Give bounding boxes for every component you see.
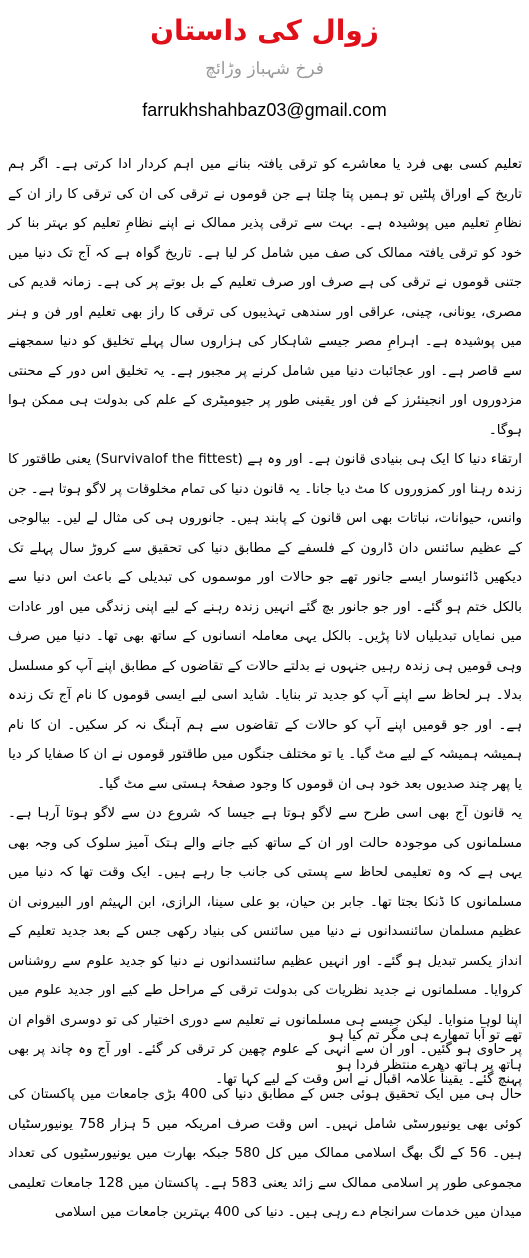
paragraph-2: ارتقاء دنیا کا ایک ہی بنیادی قانون ہے۔ اور وہ ہے (Survivalof the fittest) یعنی طاقتور کا زندہ رہنا اور کمزوروں کا مٹ دیا جانا۔ یہ قانون دنیا کی تمام مخلوقات پر لاگو ہوتا ہے۔ جن وانس، حیوانات، نباتات بھی اس قانون کے پابند ہیں۔ جانوروں ہی کی مثال لے لیں۔ بیالوجی کے عظیم سائنس دان ڈارون کے فلسفے کے مطابق دنیا کی تحقیق سے کروڑ سال پہلے تک دیکھیں ڈائنوسار ایسے جانور تھے جو حالات اور موسموں کی تبدیلی کے باعث اس دنیا سے بالکل ختم ہو گئے۔ اور جو جانور بچ گئے انہیں زندہ رہنے کے لیے اپنی زندگی میں اور عادات میں نمایاں تبدیلیاں لانا پڑیں۔ بالکل یہی معاملہ انسانوں کے ساتھ بھی تھا۔ دنیا میں صرف وہی قومیں ہی زندہ رہیں جنہوں نے بدلتے حالات کے تقاضوں کے مطابق اپنے آپ کو مسلسل بدلا۔ ہر لحاظ سے اپنے آپ کو جدید تر بنایا۔ شاید اسی لیے ایسی قوموں کا نام آج تک زندہ ہے۔ اور جو قومیں اپنے آپ کو حالات کے تقاضوں سے ہم آہنگ نہ کر سکیں۔ ان کا نام ہمیشہ ہمیشہ کے لیے مٹ گیا۔ یا تو مختلف جنگوں میں طاقتور قوموں نے ان کا صفایا کر دیا یا پھر چند صدیوں بعد خود ہی ان قوموں کا وجود صفحۂ ہستی سے مٹ گیا۔ bbox=[8, 452, 522, 792]
poem-line-1: تھے تو آبا تمھارے ہی مگر تم کیا ہو bbox=[329, 1028, 522, 1043]
poem-line-2: ہاتھ پر ہاتھ دھرے منتظر فردا ہو bbox=[336, 1058, 522, 1073]
article-body bbox=[8, 150, 522, 1094]
paragraph-4: حال ہی میں ایک تحقیق ہوئی جس کے مطابق دنیا کی 400 بڑی جامعات میں پاکستان کی کوئی بھی یونیورسٹی شامل نہیں۔ اس وقت صرف امریکہ میں 5 ہزار 758 یونیورسٹیاں ہیں۔ 56 کے لگ بھگ اسلامی ممالک میں کل 580 جبکہ بھارت میں یونیورسٹیوں کی تعداد مجموعی طور پر اسلامی ممالک سے زائد یعنی 583 ہے۔ پاکستان میں 128 جامعات تعلیمی میدان میں خدمات سرانجام دے رہی ہیں۔ دنیا کی 400 بہترین جامعات میں اسلامی bbox=[8, 1087, 523, 1220]
author-email: farrukhshahbaz03@gmail.com bbox=[142, 100, 387, 120]
author-name: فرخ شہباز وڑائچ bbox=[205, 59, 324, 79]
article-title: زوال کی داستان bbox=[150, 14, 379, 47]
paragraph-3: یہ قانون آج بھی اسی طرح سے لاگو ہوتا ہے جیسا کہ شروع دن سے لاگو ہوتا آرہا ہے۔ مسلمانوں کی موجودہ حالت اور ان کے ساتھ کیے جانے والے ہتک آمیز سلوک کی وجہ بھی یہی ہے کہ وہ تعلیمی لحاظ سے پستی کی جانب جا رہے ہیں۔ ایک وقت تھا کہ دنیا میں مسلمانوں کا ڈنکا بجتا تھا۔ جابر بن حیان، بو علی سینا، الرازی، ابن الہیثم اور البیرونی ان عظیم مسلمان سائنسدانوں نے دنیا میں سائنس کی بنیاد رکھی جس کے بعد جدید تعلیم کے انداز یکسر تبدیل ہو گئے۔ اور انہیں عظیم سائنسدانوں نے دنیا کو جدید علوم سے روشناس کروایا۔ مسلمانوں نے جدید نظریات کی بدولت ترقی کے مراحل طے کیے اور جدید علوم میں اپنا لوہا منوایا۔ لیکن جیسے ہی مسلمانوں نے تعلیم سے دوری اختیار کی تو دوسری اقوام ان پر حاوی ہو گئیں۔ اور ان سے انہی کے علوم چھین کر ترقی کر گئے۔ اور آج وہ چاند پر بھی پہنچ گئے۔ یقیناً علامہ اقبال نے اس وقت کے لیے کہا تھا۔ bbox=[8, 806, 522, 1087]
paragraph-1: تعلیم کسی بھی فرد یا معاشرے کو ترقی یافتہ بنانے میں اہم کردار ادا کرتی ہے۔ اگر ہم تاریخ کے اوراق پلٹیں تو ہمیں پتا چلتا ہے جن قوموں نے ترقی کی ان کی ترقی کا راز ان کے نظامِ تعلیم میں پوشیدہ ہے۔ بہت سے ترقی پذیر ممالک نے اپنے نظامِ تعلیم کو بہتر بنا کر خود کو ترقی یافتہ ممالک کی صف میں شامل کر لیا ہے۔ تاریخ گواہ ہے کہ آج تک دنیا میں جتنی قوموں نے ترقی کی ہے صرف اور صرف تعلیم کے بل بوتے پر کی ہے۔ زمانہ قدیم کی مصری، یونانی، چینی، عراقی اور سندھی تہذیبوں کی ترقی کا راز بھی تعلیم اور فن و ہنر میں پوشیدہ ہے۔ اہرامِ مصر جیسے شاہکار کی ہزاروں سال پہلے تخلیق کو دنیا سمجھنے سے قاصر ہے۔ اور عجائبات دنیا میں شامل کرنے پر مجبور ہے۔ یہ تخلیق اس دور کے محنتی مزدوروں اور انجینئرز کے فن اور یقینی طور پر جیومیٹری کے علم کی بدولت ہی ممکن ہوا ہوگا۔ bbox=[8, 157, 522, 438]
closing-paragraph bbox=[8, 1080, 522, 1228]
